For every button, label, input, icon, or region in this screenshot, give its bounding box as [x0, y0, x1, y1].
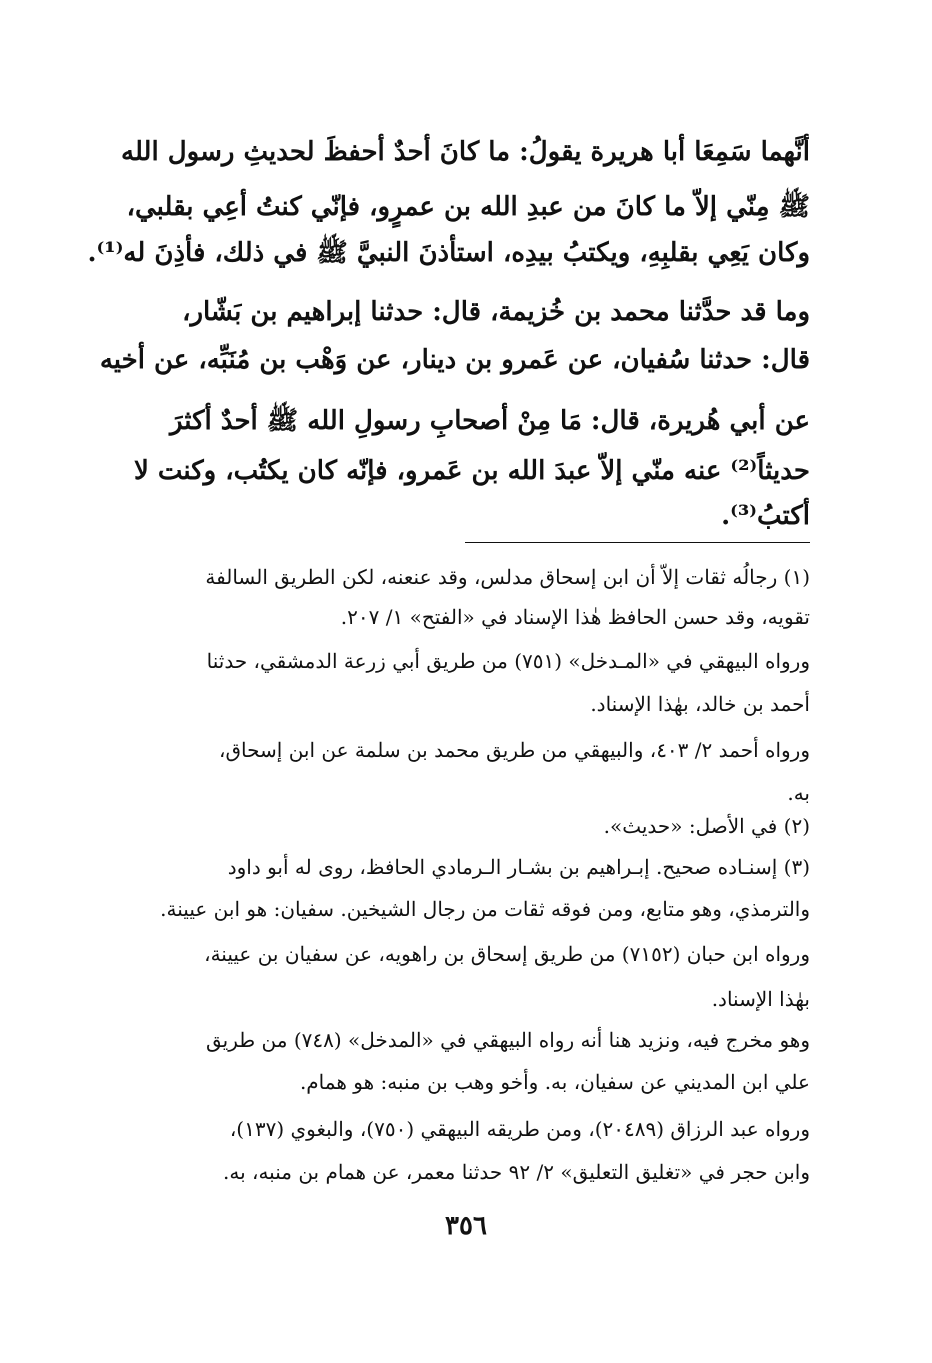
body-text-line: حديثاً⁽²⁾ عنه منّي إلاّ عبدَ الله بن عَمرو، فإنّه كان يكتُب، وكنت لا [133, 456, 810, 486]
footnote-line: تقويه، وقد حسن الحافظ هٰذا الإسناد في «الفتح» ١/ ٢٠٧. [340, 605, 810, 629]
footnote-line: ورواه البيهقي في «المـدخل» (٧٥١) من طريق أبي زرعة الدمشقي، حدثنا [206, 649, 810, 673]
body-text-line: وكان يَعِي بقلبِهِ، ويكتبُ بيدِه، استأذنَ النبيَّ ﷺ في ذلك، فأذِنَ له⁽¹⁾. [87, 238, 810, 268]
footnote-line: وابن حجر في «تغليق التعليق» ٢/ ٩٢ حدثنا معمر، عن همام بن منبه، به. [223, 1160, 810, 1184]
footnote-line: علي ابن المديني عن سفيان، به. وأخو وهب بن منبه: هو همام. [299, 1070, 810, 1094]
body-text-line: أنَّهما سَمِعَا أبا هريرة يقولُ: ما كانَ أحدٌ أحفظَ لحديثِ رسول الله [121, 137, 810, 167]
body-text-line: عن أبي هُريرة، قال: مَا مِنْ أصحابِ رسولِ الله ﷺ أحدٌ أكثرَ [169, 406, 810, 436]
body-text-line: ﷺ مِنّي إلاّ ما كانَ من عبدِ الله بن عمرٍو، فإنّي كنتُ أعِي بقلبي، [126, 192, 810, 222]
body-text-line: أكتبُ⁽³⁾. [721, 501, 810, 531]
footnote-line: وهو مخرج فيه، ونزيد هنا أنه رواه البيهقي في «المدخل» (٧٤٨) من طريق [206, 1028, 810, 1052]
footnote-separator [465, 542, 810, 543]
footnote-line: بهٰذا الإسناد. [711, 987, 810, 1011]
footnote-line: ورواه ابن حبان (٧١٥٢) من طريق إسحاق بن راهويه، عن سفيان بن عيينة، [204, 942, 810, 966]
footnote-line: ورواه أحمد ٢/ ٤٠٣، والبيهقي من طريق محمد بن سلمة عن ابن إسحاق، [219, 738, 810, 762]
body-text-line: قال: حدثنا سُفيان، عن عَمرو بن دينار، عن وَهْب بن مُنَبِّه، عن أخيه [99, 345, 810, 375]
footnote-line: أحمد بن خالد، بهٰذا الإسناد. [590, 692, 810, 716]
footnote-line: ورواه عبد الرزاق (٢٠٤٨٩)، ومن طريقه البيهقي (٧٥٠)، والبغوي (١٣٧)، [229, 1117, 810, 1141]
footnote-line: به. [787, 781, 810, 805]
footnote-line: (٢) في الأصل: «حديث». [603, 814, 810, 838]
page-number: ٣٥٦ [445, 1211, 487, 1241]
body-text-line: وما قد حدَّثنا محمد بن خُزيمة، قال: حدثنا إبراهيم بن بَشّار، [182, 297, 810, 327]
footnote-line: والترمذي، وهو متابع، ومن فوقه ثقات من رجال الشيخين. سفيان: هو ابن عيينة. [160, 897, 810, 921]
footnote-line: (٣) إسنـاده صحيح. إبـراهيم بن بشـار الـرمادي الحافظ، روى له أبو داود [227, 855, 810, 879]
footnote-line: (١) رجالُه ثقات إلاّ أن ابن إسحاق مدلس، وقد عنعنه، لكن الطريق السالفة [205, 565, 810, 589]
